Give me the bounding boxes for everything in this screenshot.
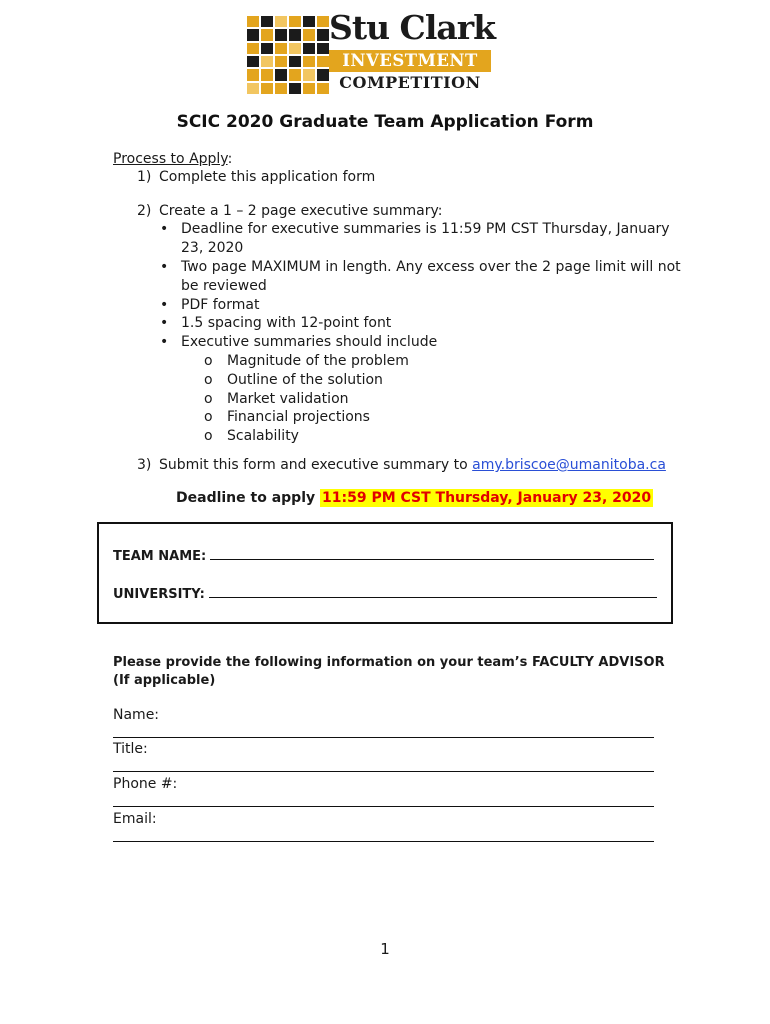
circle-bullet-icon: o xyxy=(204,391,213,407)
circle-bullet-icon: o xyxy=(204,428,213,444)
team-name-label: TEAM NAME: xyxy=(113,549,207,564)
team-name-field[interactable] xyxy=(210,546,654,560)
bullet-icon: • xyxy=(160,297,169,313)
bullet-summaries-include: Executive summaries should include xyxy=(181,334,438,350)
stu-clark-logo xyxy=(247,8,495,94)
team-name-row xyxy=(113,546,654,564)
circle-bullet-icon: o xyxy=(204,353,213,369)
advisor-phone-field[interactable] xyxy=(113,806,654,807)
advisor-title-label: Title: xyxy=(113,741,148,757)
circle-bullet-icon: o xyxy=(204,409,213,425)
bullet-deadline-line1: Deadline for executive summaries is 11:59 PM CST Thursday, January xyxy=(181,221,670,237)
circle-bullet-icon: o xyxy=(204,372,213,388)
bullet-spacing: 1.5 spacing with 12-point font xyxy=(181,315,392,331)
step-3-number: 3) xyxy=(137,457,152,473)
bullet-icon: • xyxy=(160,315,169,331)
university-field[interactable] xyxy=(209,584,657,598)
advisor-phone-label: Phone #: xyxy=(113,776,178,792)
logo-title: Stu Clark xyxy=(329,8,495,47)
logo-subtitle: COMPETITION xyxy=(339,73,481,92)
process-heading-colon: : xyxy=(227,151,233,167)
step-3 xyxy=(159,456,666,475)
page-number: 1 xyxy=(380,940,390,958)
advisor-email-label: Email: xyxy=(113,811,157,827)
step-1-text: Complete this application form xyxy=(159,169,376,185)
deadline-value: 11:59 PM CST Thursday, January 23, 2020 xyxy=(322,490,652,506)
bullet-icon: • xyxy=(160,221,169,237)
step-2-text: Create a 1 – 2 page executive summary: xyxy=(159,203,443,219)
subitem-financial: Financial projections xyxy=(227,409,370,425)
process-heading xyxy=(113,150,232,169)
logo-band: INVESTMENT xyxy=(329,50,491,72)
logo-grid-icon xyxy=(247,16,329,94)
bullet-pdf-format: PDF format xyxy=(181,297,260,313)
bullet-icon: • xyxy=(160,334,169,350)
bullet-icon: • xyxy=(160,259,169,275)
subitem-scalability: Scalability xyxy=(227,428,299,444)
subitem-magnitude: Magnitude of the problem xyxy=(227,353,409,369)
university-row xyxy=(113,584,657,602)
step-2-number: 2) xyxy=(137,203,152,219)
team-info-box xyxy=(97,522,673,624)
advisor-title-field[interactable] xyxy=(113,771,654,772)
process-heading-text: Process to Apply xyxy=(113,151,228,167)
bullet-maximum-line2: be reviewed xyxy=(181,278,267,294)
advisor-name-field[interactable] xyxy=(113,737,654,738)
form-title: SCIC 2020 Graduate Team Application Form xyxy=(176,112,594,132)
email-link[interactable]: amy.briscoe@umanitoba.ca xyxy=(472,457,666,473)
bullet-maximum-line1: Two page MAXIMUM in length. Any excess over the 2 page limit will not xyxy=(181,259,681,275)
advisor-name-label: Name: xyxy=(113,707,160,723)
advisor-heading-line1: Please provide the following information on your team’s FACULTY ADVISOR xyxy=(113,655,665,670)
deadline-line xyxy=(176,490,653,506)
bullet-deadline-line2: 23, 2020 xyxy=(181,240,244,256)
subitem-market: Market validation xyxy=(227,391,349,407)
step-1-number: 1) xyxy=(137,169,152,185)
subitem-outline: Outline of the solution xyxy=(227,372,383,388)
step-3-text: Submit this form and executive summary to xyxy=(159,457,473,473)
advisor-heading-line2: (If applicable) xyxy=(113,673,216,688)
deadline-label: Deadline to apply xyxy=(176,490,320,506)
advisor-email-field[interactable] xyxy=(113,841,654,842)
university-label: UNIVERSITY: xyxy=(113,587,205,602)
